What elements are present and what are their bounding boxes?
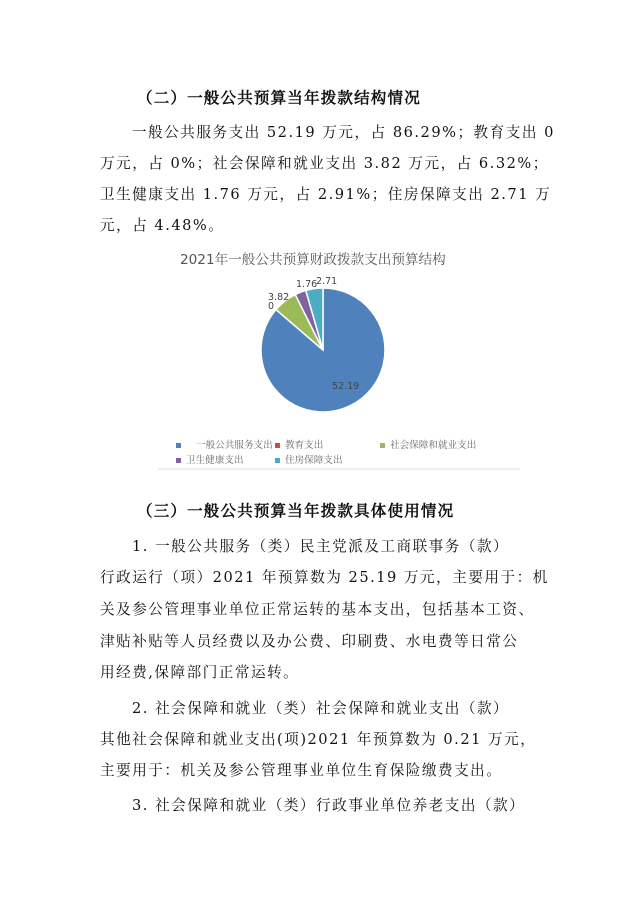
legend-item-2 [380, 437, 476, 451]
pie-chart [158, 238, 520, 474]
legend-label: 教育支出 [285, 440, 324, 451]
legend-swatch [176, 443, 181, 448]
paragraph-line: 用经费,保障部门正常运转。 [100, 664, 300, 681]
paragraph-line: 津贴补贴等人员经费以及办公费、印刷费、水电费等日常公 [100, 633, 519, 650]
data-label-3: 1.76 [296, 279, 318, 290]
data-label-2: 3.82 [268, 292, 290, 303]
paragraph-line: 其他社会保障和就业支出(项)2021 年预算数为 0.21 万元， [100, 731, 537, 748]
paragraph-line: 1. 一般公共服务（类）民主党派及工商联事务（款） [132, 538, 510, 555]
data-label-1: 0 [268, 301, 275, 312]
legend-label: 社会保障和就业支出 [390, 440, 477, 451]
paragraph-line: 一般公共服务支出 52.19 万元，占 86.29%；教育支出 0 [132, 124, 555, 141]
legend-item-4 [275, 452, 343, 466]
paragraph-line: 主要用于：机关及参公管理事业单位生育保险缴费支出。 [100, 762, 503, 779]
legend-swatch [176, 458, 181, 463]
legend-swatch [380, 443, 385, 448]
legend-swatch [275, 458, 280, 463]
paragraph-line: 3. 社会保障和就业（类）行政事业单位养老支出（款） [132, 797, 526, 814]
legend-item-3 [176, 452, 244, 466]
section-3-heading: （三）一般公共预算当年拨款具体使用情况 [137, 501, 455, 520]
legend-label: 一般公共服务支出 [196, 440, 273, 451]
paragraph-line: 行政运行（项）2021 年预算数为 25.19 万元，主要用于：机 [100, 569, 549, 586]
legend-label: 住房保障支出 [285, 455, 343, 466]
paragraph-line: 万元，占 0%；社会保障和就业支出 3.82 万元，占 6.32%； [100, 155, 549, 172]
paragraph-line: 关及参公管理事业单位正常运转的基本支出，包括基本工资、 [100, 601, 535, 618]
data-label-0: 52.19 [332, 381, 360, 392]
legend-swatch [275, 443, 280, 448]
paragraph-line: 卫生健康支出 1.76 万元，占 2.91%；住房保障支出 2.71 万 [100, 186, 552, 203]
legend-item-0 [176, 437, 273, 451]
paragraph-line: 2. 社会保障和就业（类）社会保障和就业支出（款） [132, 700, 510, 717]
chart-title: 2021年一般公共预算财政拨款支出预算结构 [180, 252, 446, 268]
paragraph-line: 元，占 4.48%。 [100, 217, 225, 234]
chart-frame-border [158, 468, 520, 470]
section-2-heading: （二）一般公共预算当年拨款结构情况 [137, 88, 421, 107]
data-label-4: 2.71 [316, 276, 338, 287]
legend-label: 卫生健康支出 [186, 455, 244, 466]
legend-item-1 [275, 437, 323, 451]
